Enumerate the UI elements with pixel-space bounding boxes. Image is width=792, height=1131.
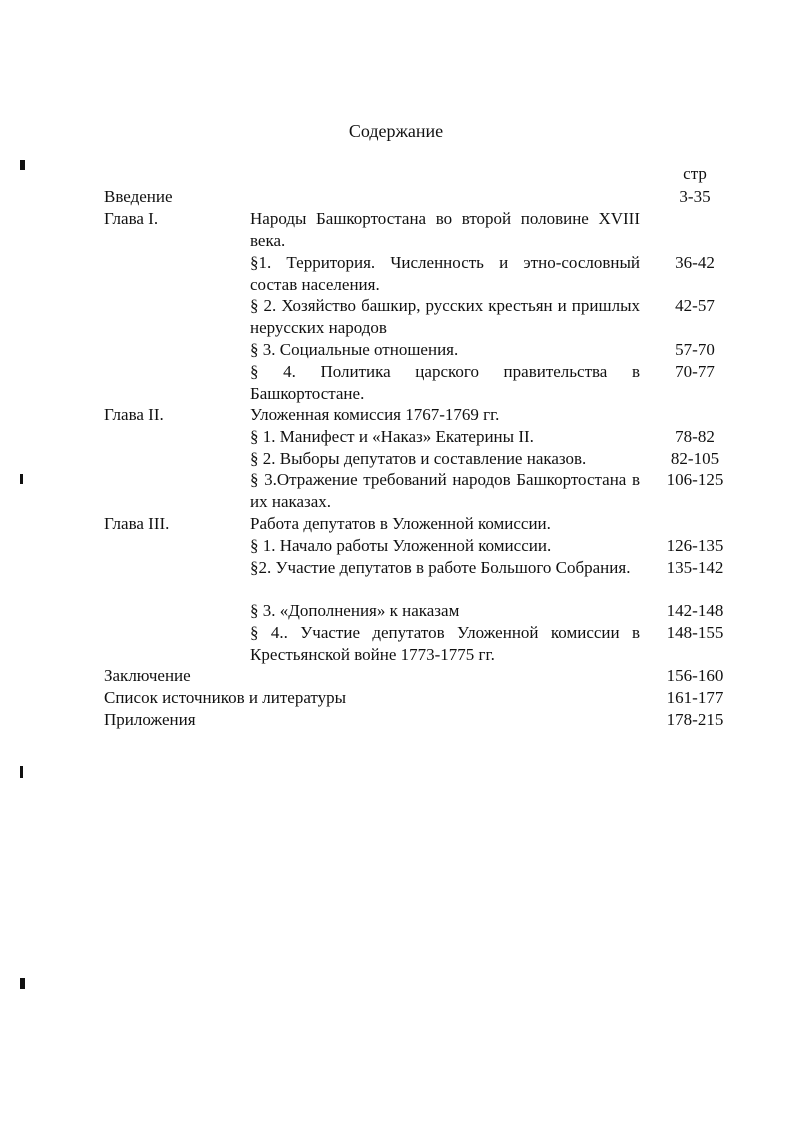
toc-pages-2-2: 82-105 [670, 449, 720, 468]
toc-pages-2-3: 106-125 [666, 470, 724, 489]
toc-label-introduction: Введение [104, 187, 173, 206]
toc-pages-conclusion: 156-160 [666, 666, 724, 685]
toc-pages-1-2: 42-57 [675, 296, 715, 315]
page-column-header: стр [683, 164, 707, 183]
toc-section-3-4: § 4.. Участие депутатов Уложенной комиссии в Крестьянской войне 1773-1775 гг. [250, 623, 640, 664]
toc-section-1-2: § 2. Хозяйство башкир, русских крестьян и пришлых нерусских народов [250, 296, 640, 337]
toc-pages-3-4: 148-155 [666, 623, 724, 642]
toc-chapter-3-label: Глава III. [104, 514, 170, 533]
scan-mark [20, 978, 25, 989]
toc-section-3-2: §2. Участие депутатов в работе Большого Собрания. [250, 558, 631, 577]
toc-label-sources: Список источников и литературы [104, 688, 347, 707]
toc-section-3-3: § 3. «Дополнения» к наказам [250, 601, 460, 620]
toc-section-3-1: § 1. Начало работы Уложенной комиссии. [250, 536, 552, 555]
toc-pages-sources: 161-177 [666, 688, 724, 707]
toc-pages-1-1: 36-42 [675, 253, 715, 272]
toc-section-1-4: § 4. Политика царского правительства в Башкортостане. [250, 362, 640, 403]
toc-pages-2-1: 78-82 [675, 427, 715, 446]
toc-pages-appendices: 178-215 [666, 710, 724, 729]
toc-label-appendices: Приложения [104, 710, 196, 729]
toc-chapter-1-heading: Народы Башкортостана во второй половине XVIII века. [250, 209, 640, 250]
scan-mark [20, 160, 25, 170]
scan-mark [20, 474, 23, 484]
toc-chapter-2-label: Глава II. [104, 405, 164, 424]
page-title: Содержание [348, 121, 444, 141]
toc-section-1-1: §1. Территория. Численность и этно-сословный состав населения. [250, 253, 640, 294]
toc-label-conclusion: Заключение [104, 666, 191, 685]
toc-pages-introduction: 3-35 [679, 187, 711, 206]
scan-mark [20, 766, 23, 778]
toc-section-2-2: § 2. Выборы депутатов и составление наказов. [250, 449, 587, 468]
toc-pages-1-4: 70-77 [675, 362, 715, 381]
toc-pages-1-3: 57-70 [675, 340, 715, 359]
toc-chapter-2-heading: Уложенная комиссия 1767-1769 гг. [250, 405, 500, 424]
toc-pages-3-1: 126-135 [666, 536, 724, 555]
toc-pages-3-2: 135-142 [666, 558, 724, 577]
toc-section-2-3: § 3.Отражение требований народов Башкортостана в их наказах. [250, 470, 640, 511]
toc-chapter-3-heading: Работа депутатов в Уложенной комиссии. [250, 514, 551, 533]
toc-chapter-1-label: Глава I. [104, 209, 159, 228]
toc-section-2-1: § 1. Манифест и «Наказ» Екатерины II. [250, 427, 534, 446]
toc-pages-3-3: 142-148 [666, 601, 724, 620]
toc-section-1-3: § 3. Социальные отношения. [250, 340, 459, 359]
